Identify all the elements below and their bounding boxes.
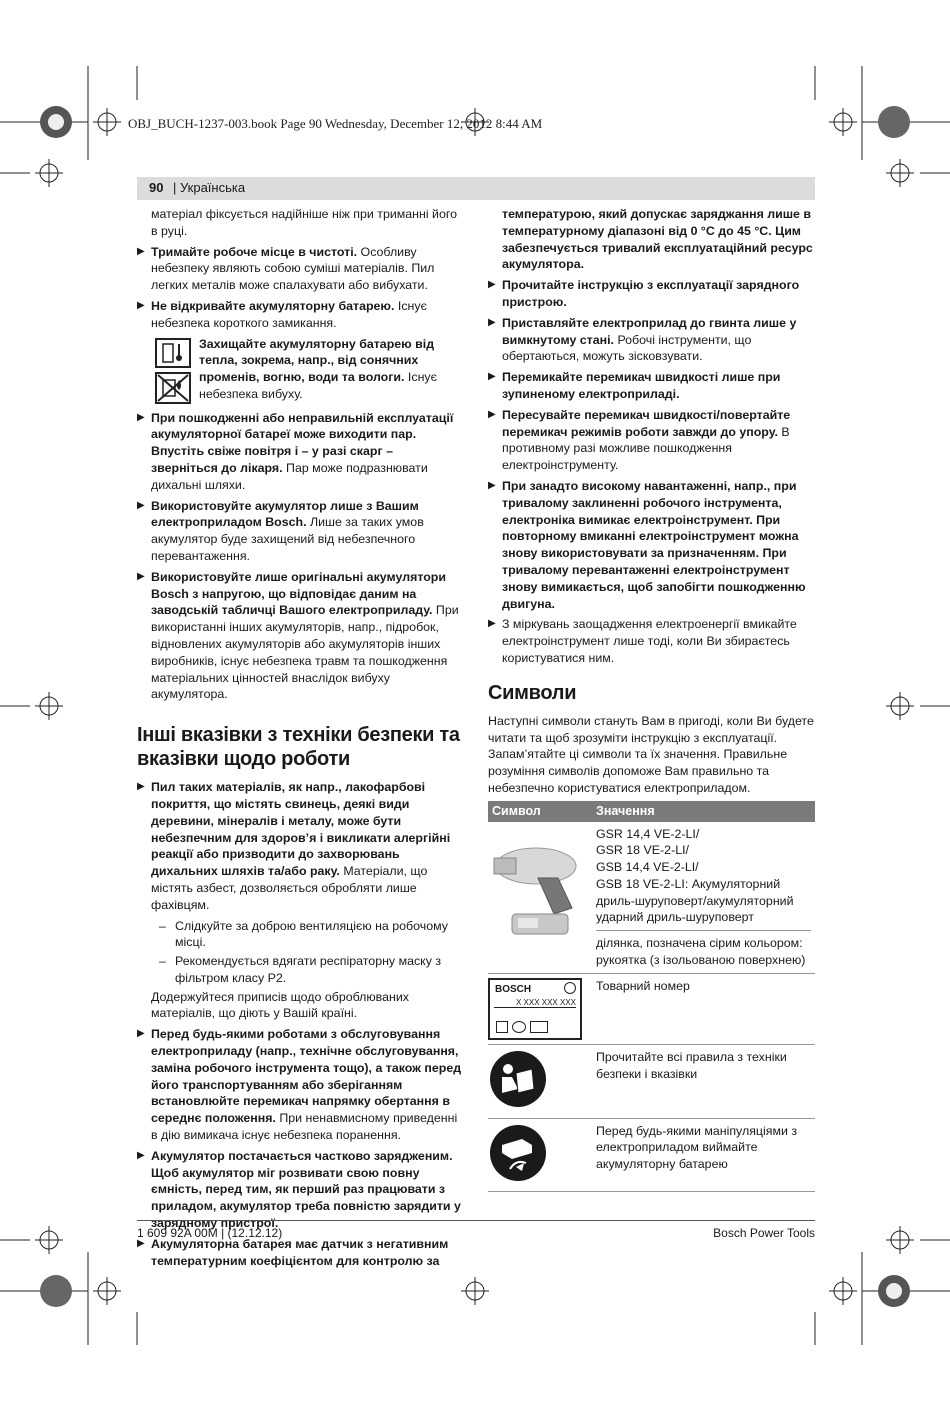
bullet-item bbox=[137, 779, 463, 913]
bullet-item bbox=[137, 298, 463, 332]
table-row bbox=[488, 1044, 815, 1118]
read-manual-icon bbox=[488, 1049, 548, 1109]
table-cell-symbol bbox=[488, 1118, 592, 1192]
bullet-bold: температурою, який допускає заряджання лише в температурному діапазоні від 0 °C до 45 °C. Цим забезпечується тривалий експлуатаційний ресурс акумулятора. bbox=[502, 207, 813, 272]
arrow-icon: ▶ bbox=[137, 1237, 145, 1249]
part-number-text: X XXX XXX XXX bbox=[515, 997, 576, 1007]
bullet-text: Пар може подразнювати дихальні шляхи. bbox=[151, 460, 428, 492]
left-column bbox=[137, 206, 463, 1273]
table-cell-meaning bbox=[592, 822, 815, 974]
arrow-icon: ▶ bbox=[488, 479, 496, 491]
bullet-item bbox=[488, 616, 815, 666]
bullet-text: В противному разі можливе пошкодження електроінструменту. bbox=[502, 424, 790, 473]
bullet-bold: Захищайте акумуляторну батарею від тепла, зокрема, напр., від сонячних променів, вогню, води та вологи. bbox=[199, 336, 435, 385]
paragraph: Додержуйтеся приписів щодо оброблюваних матеріалів, що діють у Вашій країні. bbox=[151, 989, 409, 1021]
section-heading: Символи bbox=[488, 681, 577, 704]
drill-icon bbox=[488, 826, 584, 936]
bullet-bold: При пошкодженні або неправильній експлуатації акумуляторної батареї може виходити пар. Впустіть свіже повітря і – у разі скарг – зверніться до лікаря. bbox=[151, 410, 454, 475]
footer-rule bbox=[137, 1220, 815, 1221]
bullet-text: Існує небезпека короткого замикання. bbox=[151, 298, 427, 330]
bullet-text: При використанні інших акумуляторів, напр., підробок, відновлених акумуляторів або акумуляторів інших виробників, існує небезпека травм та пошкодження матеріальних цінностей внаслідок вибуху акумулятора. bbox=[151, 603, 459, 702]
bullet-bold: Акумулятор постачається частково зарядженим. Щоб акумулятор міг розвивати свою повну ємність, перед тим, як перший раз працювати з приладом, акумулятор треба повністю зарядити у зарядному пристрої. bbox=[151, 1148, 461, 1231]
arrow-icon: ▶ bbox=[137, 781, 145, 793]
bullet-text: Особливу небезпеку являють собою суміші матеріалів. Пил легких металів може спалахувати або вибухати. bbox=[151, 244, 435, 293]
model-name: GSR 18 VE-2-LI/ bbox=[596, 843, 689, 858]
bullet-text: Робочі інструменти, що обертаються, можуть зісковзувати. bbox=[502, 332, 752, 364]
sub-item-text: Рекомендується вдягати респіраторну маску з фільтром класу P2. bbox=[175, 954, 442, 985]
bosch-logo-text: BOSCH bbox=[495, 983, 532, 995]
bullet-bold: Тримайте робоче місце в чистоті. bbox=[151, 244, 358, 259]
table-cell-meaning: Перед будь-якими маніпуляціями з електроприладом виймайте акумуляторну батарею bbox=[592, 1118, 815, 1192]
bullet-bold: Використовуйте лише оригінальні акумулятори Bosch з напругою, що відповідає даним на заводській табличці Вашого електроприладу. bbox=[151, 569, 446, 618]
bullet-text: Існує небезпека вибуху. bbox=[199, 370, 437, 401]
bullet-item bbox=[137, 1026, 463, 1144]
bullet-text: Лише за таких умов акумулятор буде захищений від небезпечного перевантаження. bbox=[151, 515, 424, 563]
bullet-bold: Приставляйте електроприлад до гвинта лише у вимкнутому стані. bbox=[502, 315, 797, 347]
table-row bbox=[488, 822, 815, 974]
arrow-icon: ▶ bbox=[488, 371, 496, 383]
arrow-icon: ▶ bbox=[137, 299, 145, 311]
bullet-item bbox=[488, 277, 815, 311]
footer-right: Bosch Power Tools bbox=[713, 1226, 815, 1240]
table-row bbox=[488, 973, 815, 1044]
heat-warning-block bbox=[151, 336, 463, 406]
bullet-bold: Перемикайте перемикач швидкості лише при зупиненому електроприладі. bbox=[502, 370, 781, 401]
arrow-icon: ▶ bbox=[137, 1028, 145, 1040]
table-cell-symbol bbox=[488, 822, 592, 974]
bullet-item bbox=[488, 478, 815, 612]
bullet-item bbox=[488, 315, 815, 365]
grip-note: ділянка, позначена сірим кольором: рукоятка (з ізольованою поверхнею) bbox=[596, 930, 811, 969]
heat-warning-icon bbox=[155, 338, 191, 368]
sub-item-text: Слідкуйте за доброю вентиляцією на робочому місці. bbox=[175, 918, 448, 950]
bullet-text: З міркувань заощадження електроенергії вмикайте електроінструмент лише тоді, коли Ви збираєтесь користуватися ним. bbox=[502, 617, 797, 665]
arrow-icon: ▶ bbox=[488, 618, 496, 630]
arrow-icon: ▶ bbox=[137, 411, 145, 423]
bullet-bold: Не відкривайте акумуляторну батарею. bbox=[151, 298, 395, 313]
table-cell-symbol bbox=[488, 1044, 592, 1118]
table-row bbox=[488, 1118, 815, 1192]
bullet-item bbox=[137, 569, 463, 703]
table-header-symbol: Символ bbox=[488, 801, 592, 822]
bullet-bold: Прочитайте інструкцію з експлуатації зарядного пристрою. bbox=[502, 278, 800, 309]
symbols-table bbox=[488, 801, 815, 1193]
bullet-bold: Перед будь-якими роботами з обслуговування електроприладу (напр., технічне обслуговування, заміна робочого інструмента тощо), а також перед його транспортуванням або зберіганням встановлюйте перемикач напрямку обертання в середнє положення. bbox=[151, 1027, 462, 1126]
header-language: | Українська bbox=[173, 180, 246, 195]
right-column bbox=[488, 206, 815, 1192]
bullet-bold: Пересувайте перемикач швидкості/повертайте перемикач режимів роботи завжди до упору. bbox=[502, 407, 791, 439]
bullet-item bbox=[488, 369, 815, 403]
table-header-row bbox=[488, 801, 815, 822]
bullet-text: При ненавмисному приведенні в дію вимикача існує небезпека поранення. bbox=[151, 1111, 458, 1143]
bullet-item bbox=[137, 498, 463, 565]
table-cell-meaning: Товарний номер bbox=[592, 973, 815, 1044]
model-name: GSB 14,4 VE-2-LI/ bbox=[596, 860, 699, 875]
symbols-intro: Наступні символи стануть Вам в пригоді, коли Ви будете читати та щоб зрозуміти інструкцію з експлуатації. Запам’ятайте ці символи та їх значення. Правильне розуміння символів допоможе Вам правильно та небезпечно користуватися електроприладом. bbox=[488, 713, 814, 795]
arrow-icon: ▶ bbox=[488, 408, 496, 420]
bullet-text: Матеріали, що містять азбест, дозволяється обробляти лише фахівцям. bbox=[151, 864, 428, 912]
bullet-bold: При занадто високому навантаженні, напр., при тривалому заклиненні робочого інструмента, електроніка вимикає електроінструмент. При повторному вмиканні електроінструмент можна знову використовувати за призначенням. При тривалому перевантаженні електроінструмент знову вимикається, щоб запобігти пошкодженню двигуна. bbox=[502, 478, 806, 611]
table-cell-symbol bbox=[488, 973, 592, 1044]
bullet-item bbox=[137, 410, 463, 494]
arrow-icon: ▶ bbox=[137, 499, 145, 511]
arrow-icon: ▶ bbox=[137, 245, 145, 257]
model-name: GSR 14,4 VE-2-LI/ bbox=[596, 826, 700, 841]
page-number: 90 bbox=[149, 180, 164, 195]
bullet-item bbox=[137, 1236, 463, 1270]
arrow-icon: ▶ bbox=[137, 570, 145, 582]
bullet-item bbox=[488, 407, 815, 474]
bullet-bold: Використовуйте акумулятор лише з Вашим електроприладом Bosch. bbox=[151, 498, 419, 530]
nameplate-icon bbox=[488, 978, 582, 1040]
arrow-icon: ▶ bbox=[488, 316, 496, 328]
paragraph: матеріал фіксується надійніше ніж при триманні його в руці. bbox=[151, 207, 457, 238]
sub-item: – Рекомендується вдягати респіраторну маску з фільтром класу P2. bbox=[159, 954, 442, 985]
table-cell-meaning: Прочитайте всі правила з техніки безпеки і вказівки bbox=[592, 1044, 815, 1118]
no-water-icon bbox=[155, 372, 191, 404]
table-header-meaning: Значення bbox=[592, 801, 815, 822]
remove-battery-icon bbox=[488, 1123, 548, 1183]
sub-item: – Слідкуйте за доброю вентиляцією на робочому місці. bbox=[159, 918, 448, 950]
bullet-bold: Пил таких матеріалів, як напр., лакофарбові покриття, що містять свинець, деякі види деревини, мінералів і металу, може бути небезпечним для здоров’я і викликати алергійні реакції або призводити до захворювань дихальних шляхів та/або раку. bbox=[151, 780, 451, 879]
section-heading: Інші вказівки з техніки безпеки та вказівки щодо роботи bbox=[137, 724, 460, 771]
bullet-item bbox=[137, 244, 463, 294]
arrow-icon: ▶ bbox=[137, 1149, 145, 1161]
page-header bbox=[137, 177, 815, 200]
arrow-icon: ▶ bbox=[488, 279, 496, 291]
paragraph bbox=[502, 206, 815, 273]
print-info-line: OBJ_BUCH-1237-003.book Page 90 Wednesday, December 12, 2012 8:44 AM bbox=[128, 116, 543, 131]
bullet-bold: Акумуляторна батарея має датчик з негативним температурним коефіцієнтом для контролю за bbox=[151, 1236, 449, 1268]
model-description: GSB 18 VE-2-LI: Акумуляторний дриль-шуруповерт/акумуляторний ударний дриль-шуруповерт bbox=[596, 876, 794, 925]
footer-left: 1 609 92A 00M | (12.12.12) bbox=[137, 1226, 283, 1240]
